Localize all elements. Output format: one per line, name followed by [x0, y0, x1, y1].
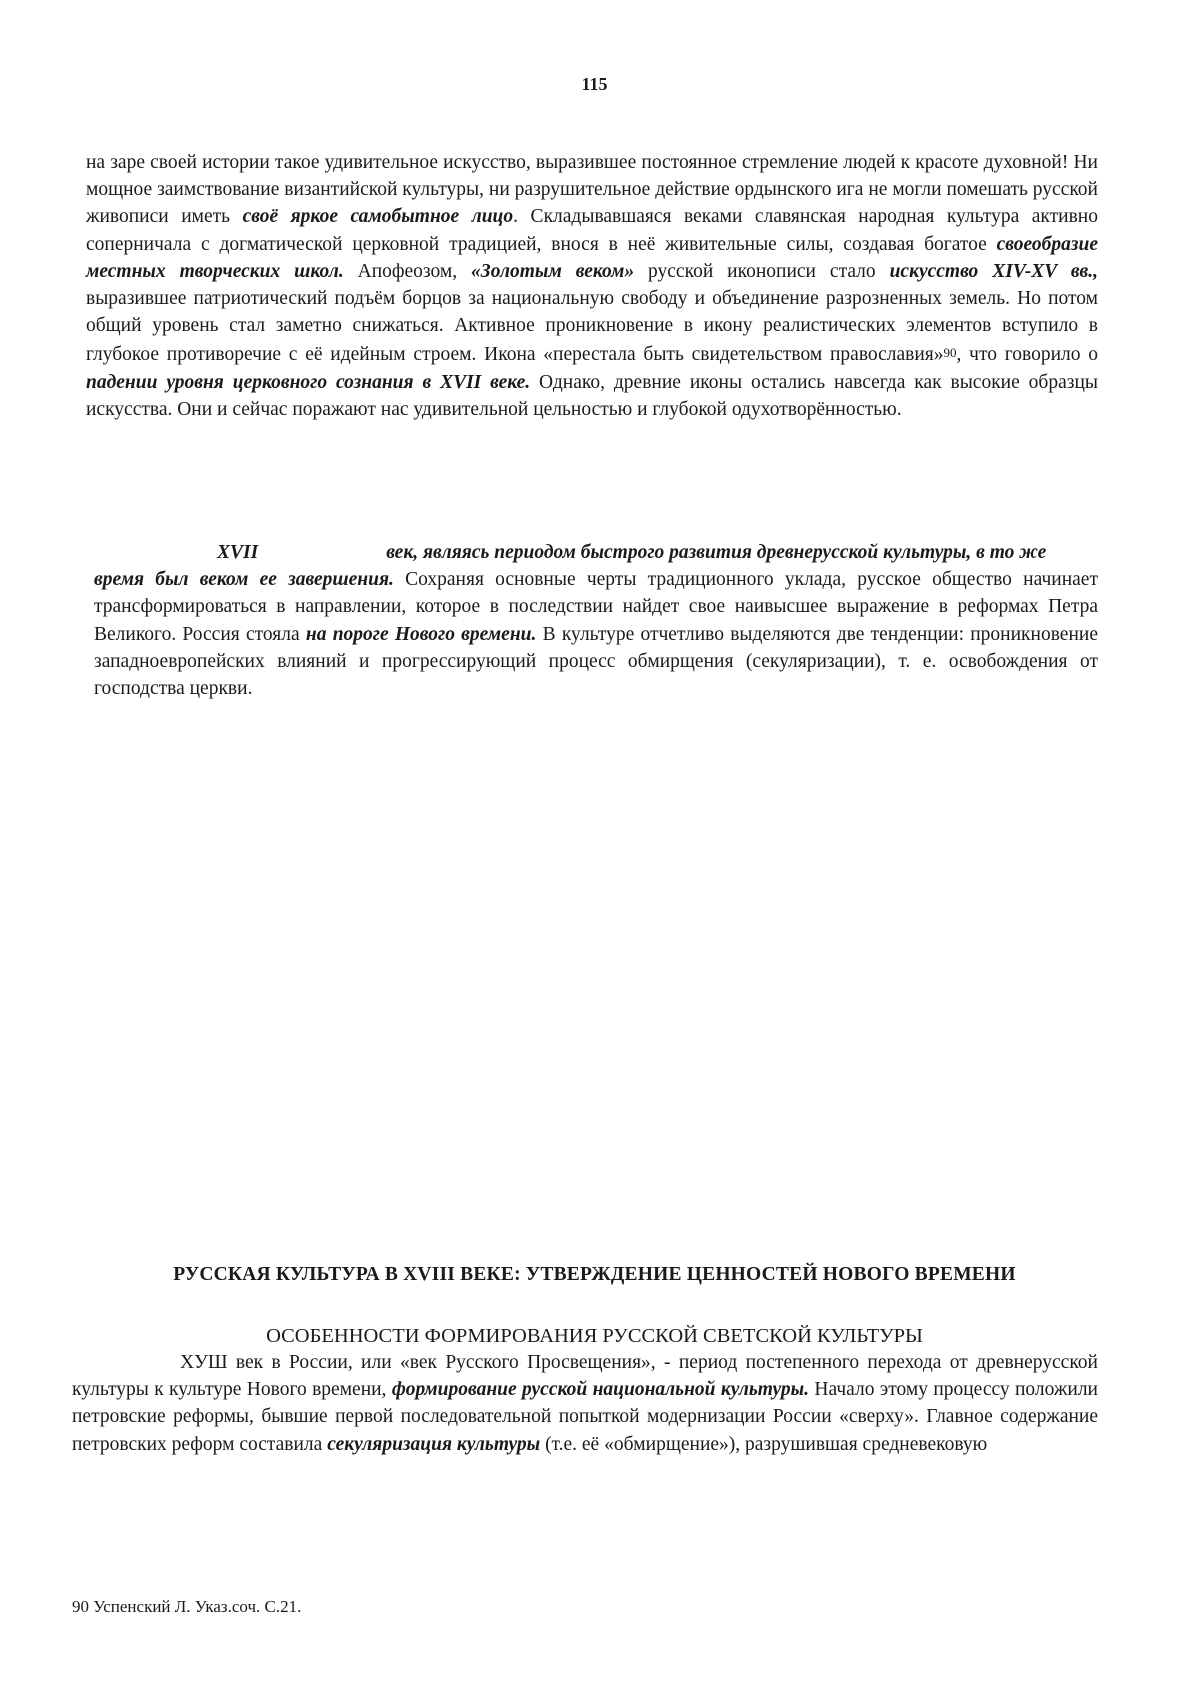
footnote-ref: 90 [943, 345, 957, 361]
emphasis: своё яркое самобытное лицо [242, 206, 514, 228]
emphasis: XVII [217, 542, 259, 563]
emphasis: искусство XIV-XV вв., [889, 260, 1098, 282]
paragraph-xviii-century [72, 1349, 1098, 1458]
subsection-heading: ОСОБЕННОСТИ ФОРМИРОВАНИЯ РУССКОЙ СВЕТСКОЙ КУЛЬТУРЫ [266, 1325, 923, 1347]
section-heading: РУССКАЯ КУЛЬТУРА В XVIII ВЕКЕ: УТВЕРЖДЕНИЕ ЦЕННОСТЕЙ НОВОГО ВРЕМЕНИ [173, 1264, 1016, 1285]
text-run: (т.е. её «обмирщение»), разрушившая средневековую [540, 1433, 988, 1455]
text-run: Начало этому процессу положили петровские реформы, бывшие первой последовательной попыткой модернизации России «сверху». Главное содержание петровских реформ составила [72, 1379, 1098, 1455]
text-run: Сохраняя основные черты традиционного уклада, русское общество начинает трансформироваться в направлении, которое в последствии найдет свое наивысшее выражение в реформах Петра Великого. Россия стояла [94, 569, 1098, 645]
emphasis: на пороге Нового времени. [305, 623, 537, 645]
emphasis: падении уровня церковного сознания в XVII веке. [86, 371, 531, 393]
text-run: выразившее патриотический подъём борцов за национальную свободу и объединение разрозненных земель. Но потом общий уровень стал заметно снижаться. Активное проникновение в икону реалистических элементов вступило в глубокое противоречие с её идейным строем. Икона «перестала быть свидетельством православия» [86, 288, 1098, 366]
emphasis: своеобразие местных творческих школ. [86, 233, 1098, 282]
paragraph-body [72, 1349, 1098, 1458]
emphasis: секуляризация культуры [327, 1433, 541, 1455]
emphasis: время был веком ее завершения. [94, 569, 394, 591]
text-run: В культуре отчетливо выделяются две тенденции: проникновение западноевропейских влияний и прогрессирующий процесс обмирщения (секуляризации), т. е. освобождения от господства церкви. [94, 623, 1098, 700]
emphasis: формирование русской национальной культуры. [391, 1379, 810, 1401]
lead-line [94, 539, 1189, 566]
text-run: Однако, древние иконы остались навсегда как высокие образцы искусства. Они и сейчас поражают нас удивительной цельностью и глубокой одухотворённостью. [86, 371, 1098, 420]
text-run: ХУШ век в России, или «век Русского Просвещения», - период постепенного перехода от древнерусской культуры к культуре Нового времени, [72, 1352, 1098, 1401]
paragraph-xvii-century [94, 539, 1098, 702]
text-run: на заре своей истории такое удивительное искусство, выразившее постоянное стремление людей к красоте духовной! Ни мощное заимствование византийской культуры, ни разрушительное действие ордынского ига не могли помешать русской живописи иметь [86, 152, 1098, 228]
emphasis: «Золотым веком» [471, 260, 635, 282]
text-run: русской иконописи стало [634, 260, 890, 282]
emphasis: век, являясь периодом быстрого развития древнерусской культуры, в то же [386, 542, 1047, 563]
text-run: , что говорило о [956, 344, 1098, 366]
footnote: 90 Успенский Л. Указ.соч. С.21. [72, 1597, 302, 1616]
page-number: 115 [581, 74, 608, 94]
text-run: . Складывавшаяся веками славянская народная культура активно соперничала с догматической церковной традицией, внося в неё живительные силы, создавая богатое [86, 206, 1098, 255]
paragraph-icon-painting [86, 149, 1098, 423]
text-run: Апофеозом, [343, 260, 472, 282]
